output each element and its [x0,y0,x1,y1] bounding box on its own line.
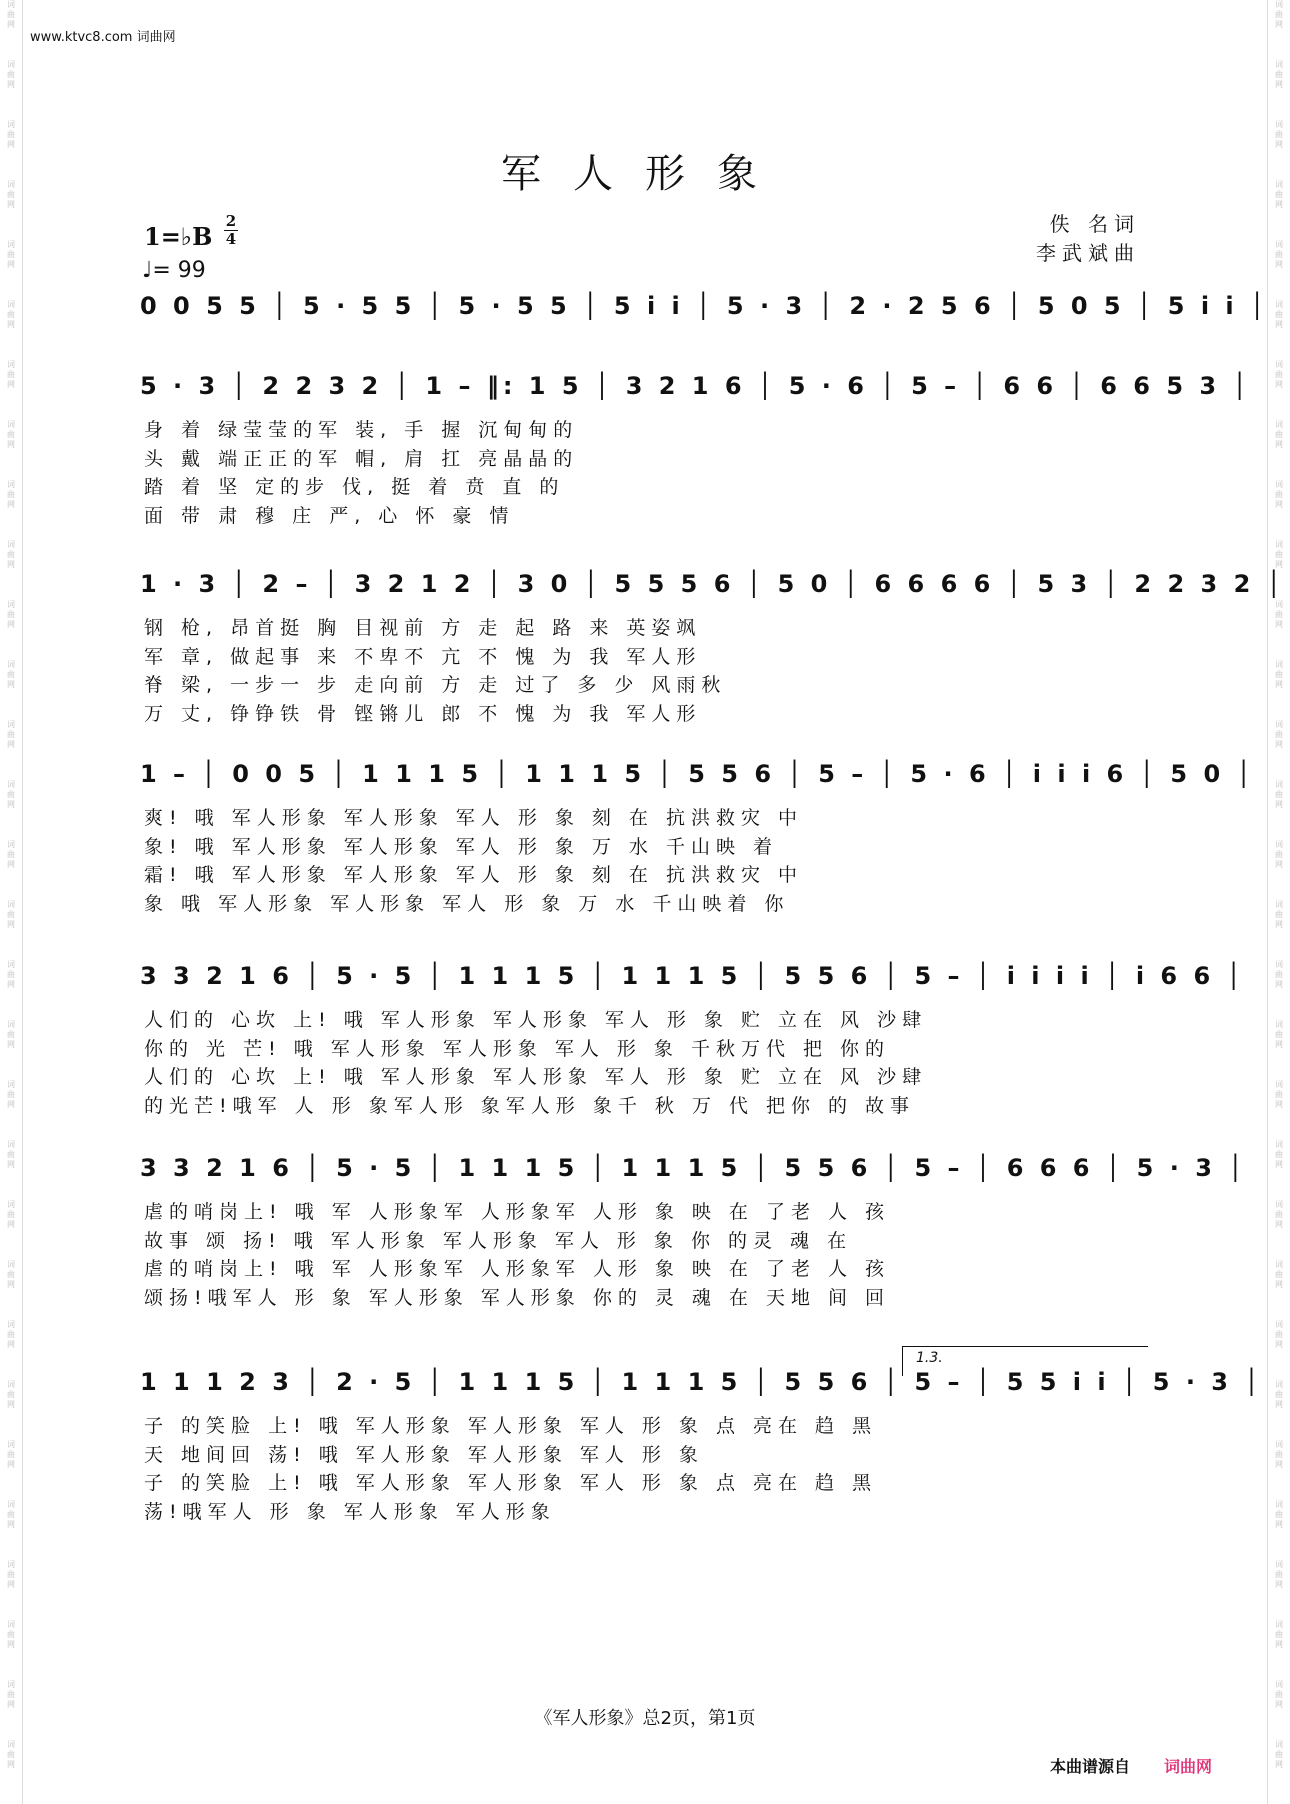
watermark-stamp: 词 曲 网 [7,780,15,809]
watermark-stamp: 词 曲 网 [7,420,15,449]
notation-line: 1 · 3 │ 2 – │ 3 2 1 2 │ 3 0 │ 5 5 5 6 │ 5 0 │ 6 6 6 6 │ 5 3 │ 2 2 3 2 │ [140,570,1286,598]
source-credit [1050,1754,1212,1777]
watermark-stamp: 词 曲 网 [7,1680,15,1709]
notation-line: 1 1 1 2 3 │ 2 · 5 │ 1 1 1 5 │ 1 1 1 5 │ 5 5 6 │ 5 – │ 5 5 i i │ 5 · 3 │ [140,1368,1263,1396]
lyric-line: 你的 光 芒! 哦 军人形象 军人形象 军人 形 象 千秋万代 把 你的 [144,1037,891,1060]
lyric-line: 人们的 心坎 上! 哦 军人形象 军人形象 军人 形 象 贮 立在 风 沙肆 [144,1066,928,1088]
watermark-stamp: 词 曲 网 [1275,120,1283,149]
watermark-stamp: 词 曲 网 [7,1140,15,1169]
watermark-stamp: 词 曲 网 [1275,300,1283,329]
lyric-line: 头 戴 端正正的军 帽, 肩 扛 亮晶晶的 [144,447,579,470]
lyric-line: 爽! 哦 军人形象 军人形象 军人 形 象 刻 在 抗洪救灾 中 [144,807,804,829]
watermark-stamp: 词 曲 网 [7,1260,15,1289]
right-watermark-strip [1267,0,1290,1804]
watermark-stamp: 词 曲 网 [7,1500,15,1529]
watermark-stamp: 词 曲 网 [1275,1560,1283,1589]
watermark-stamp: 词 曲 网 [1275,1260,1283,1289]
watermark-stamp: 词 曲 网 [1275,180,1283,209]
lyric-line: 荡!哦军人 形 象 军人形象 军人形象 [144,1500,556,1523]
page-footer: 《军人形象》总2页，第1页 [534,1708,756,1729]
watermark-stamp: 词 曲 网 [7,1560,15,1589]
watermark-stamp: 词 曲 网 [7,540,15,569]
watermark-stamp: 词 曲 网 [1275,1620,1283,1649]
watermark-stamp: 词 曲 网 [7,960,15,989]
left-watermark-strip [0,0,23,1804]
lyric-line: 象! 哦 军人形象 军人形象 军人 形 象 万 水 千山映 着 [144,835,779,858]
notation-line: 3 3 2 1 6 │ 5 · 5 │ 1 1 1 5 │ 1 1 1 5 │ 5 5 6 │ 5 – │ i i i i │ i 6 6 │ [140,962,1245,990]
watermark-stamp: 词 曲 网 [7,120,15,149]
watermark-stamp: 词 曲 网 [1275,1440,1283,1469]
watermark-stamp: 词 曲 网 [7,1740,15,1769]
lyric-line: 子 的笑脸 上! 哦 军人形象 军人形象 军人 形 象 点 亮在 趋 黑 [144,1472,878,1494]
watermark-stamp: 词 曲 网 [1275,0,1283,29]
volta-bracket [902,1346,1148,1347]
watermark-stamp: 词 曲 网 [1275,720,1283,749]
watermark-stamp: 词 曲 网 [7,1440,15,1469]
watermark-stamp: 词 曲 网 [7,240,15,269]
source-brand-link[interactable]: 词曲网 [1164,1757,1213,1776]
system-2 [140,372,1251,530]
lyric-line: 的光芒!哦军 人 形 象军人形 象军人形 象千 秋 万 代 把你 的 故事 [144,1094,916,1117]
watermark-stamp: 词 曲 网 [1275,1080,1283,1109]
system-7 [140,1368,1263,1526]
watermark-stamp: 词 曲 网 [7,600,15,629]
lyric-line: 钢 枪, 昂首挺 胸 目视前 方 走 起 路 来 英姿飒 [144,617,702,639]
time-top: 2 [225,212,237,230]
system-4 [140,760,1255,918]
time-signature [224,214,238,247]
system-5 [140,962,1245,1120]
system-1 [140,292,1269,336]
watermark-stamp: 词 曲 网 [7,180,15,209]
notation-line: 3 3 2 1 6 │ 5 · 5 │ 1 1 1 5 │ 1 1 1 5 │ 5 5 6 │ 5 – │ 6 6 6 │ 5 · 3 │ [140,1154,1247,1182]
watermark-stamp: 词 曲 网 [7,0,15,29]
system-6 [140,1154,1247,1312]
time-bottom: 4 [225,230,237,248]
lyric-line: 万 丈, 铮铮铁 骨 铿锵儿 郎 不 愧 为 我 军人形 [144,702,702,725]
watermark-stamp: 词 曲 网 [1275,600,1283,629]
lyric-line: 面 带 肃 穆 庄 严, 心 怀 豪 情 [144,504,515,527]
watermark-stamp: 词 曲 网 [1275,1140,1283,1169]
watermark-stamp: 词 曲 网 [1275,360,1283,389]
volta-label: 1.3. [916,1350,943,1366]
watermark-stamp: 词 曲 网 [1275,1020,1283,1049]
watermark-stamp: 词 曲 网 [1275,1740,1283,1769]
key-signature: 1=♭B [144,222,213,251]
lyric-line: 身 着 绿莹莹的军 装, 手 握 沉甸甸的 [144,419,579,441]
lyric-line: 颂扬!哦军人 形 象 军人形象 军人形象 你的 灵 魂 在 天地 间 回 [144,1286,891,1309]
source-label: 本曲谱源自 [1050,1757,1131,1776]
watermark-stamp: 词 曲 网 [1275,900,1283,929]
song-title: 军人形象 [501,151,789,197]
composer: 李武斌曲 [1036,241,1140,265]
watermark-stamp: 词 曲 网 [1275,540,1283,569]
watermark-stamp: 词 曲 网 [7,1320,15,1349]
lyric-line: 踏 着 坚 定的步 伐, 挺 着 贲 直 的 [144,476,565,498]
lyric-line: 象 哦 军人形象 军人形象 军人 形 象 万 水 千山映着 你 [144,892,790,915]
lyric-line: 霜! 哦 军人形象 军人形象 军人 形 象 刻 在 抗洪救灾 中 [144,864,804,886]
watermark-stamp: 词 曲 网 [7,360,15,389]
watermark-stamp: 词 曲 网 [1275,960,1283,989]
watermark-stamp: 词 曲 网 [7,1200,15,1229]
watermark-stamp: 词 曲 网 [7,1080,15,1109]
watermark-stamp: 词 曲 网 [1275,1500,1283,1529]
notation-line: 1 – │ 0 0 5 │ 1 1 1 5 │ 1 1 1 5 │ 5 5 6 │ 5 – │ 5 · 6 │ i i i 6 │ 5 0 │ [140,760,1255,788]
watermark-stamp: 词 曲 网 [7,720,15,749]
watermark-stamp: 词 曲 网 [7,480,15,509]
lyricist: 佚 名词 [1049,212,1140,236]
watermark-stamp: 词 曲 网 [7,300,15,329]
lyric-line: 故事 颂 扬! 哦 军人形象 军人形象 军人 形 象 你 的灵 魂 在 [144,1229,853,1252]
watermark-stamp: 词 曲 网 [7,1380,15,1409]
watermark-stamp: 词 曲 网 [1275,240,1283,269]
lyric-line: 虐的哨岗上! 哦 军 人形象军 人形象军 人形 象 映 在 了老 人 孩 [144,1201,891,1223]
watermark-stamp: 词 曲 网 [1275,1320,1283,1349]
watermark-stamp: 词 曲 网 [1275,1380,1283,1409]
lyric-line: 虐的哨岗上! 哦 军 人形象军 人形象军 人形 象 映 在 了老 人 孩 [144,1258,891,1280]
watermark-stamp: 词 曲 网 [7,60,15,89]
lyric-line: 人们的 心坎 上! 哦 军人形象 军人形象 军人 形 象 贮 立在 风 沙肆 [144,1009,928,1031]
lyric-line: 脊 梁, 一步一 步 走向前 方 走 过了 多 少 风雨秋 [144,674,727,696]
watermark-stamp: 词 曲 网 [7,840,15,869]
watermark-stamp: 词 曲 网 [7,900,15,929]
watermark-stamp: 词 曲 网 [7,660,15,689]
site-url[interactable]: www.ktvc8.com 词曲网 [30,30,176,45]
watermark-stamp: 词 曲 网 [7,1620,15,1649]
notation-line: 5 · 3 │ 2 2 3 2 │ 1 – ‖: 1 5 │ 3 2 1 6 │ 5 · 6 │ 5 – │ 6 6 │ 6 6 5 3 │ [140,372,1251,400]
watermark-stamp: 词 曲 网 [1275,420,1283,449]
watermark-stamp: 词 曲 网 [1275,780,1283,809]
watermark-stamp: 词 曲 网 [1275,660,1283,689]
lyric-line: 子 的笑脸 上! 哦 军人形象 军人形象 军人 形 象 点 亮在 趋 黑 [144,1415,878,1437]
watermark-stamp: 词 曲 网 [1275,60,1283,89]
credits [1036,210,1140,268]
watermark-stamp: 词 曲 网 [1275,1200,1283,1229]
tempo-marking: ♩= 99 [142,258,206,283]
lyric-line: 天 地间回 荡! 哦 军人形象 军人形象 军人 形 象 [144,1443,704,1466]
lyric-line: 军 章, 做起事 来 不卑不 亢 不 愧 为 我 军人形 [144,645,702,668]
notation-line: 0 0 5 5 │ 5 · 5 5 │ 5 · 5 5 │ 5 i i │ 5 · 3 │ 2 · 2 5 6 │ 5 0 5 │ 5 i i │ [140,292,1269,320]
watermark-stamp: 词 曲 网 [1275,840,1283,869]
watermark-stamp: 词 曲 网 [7,1020,15,1049]
watermark-stamp: 词 曲 网 [1275,480,1283,509]
watermark-stamp: 词 曲 网 [1275,1680,1283,1709]
